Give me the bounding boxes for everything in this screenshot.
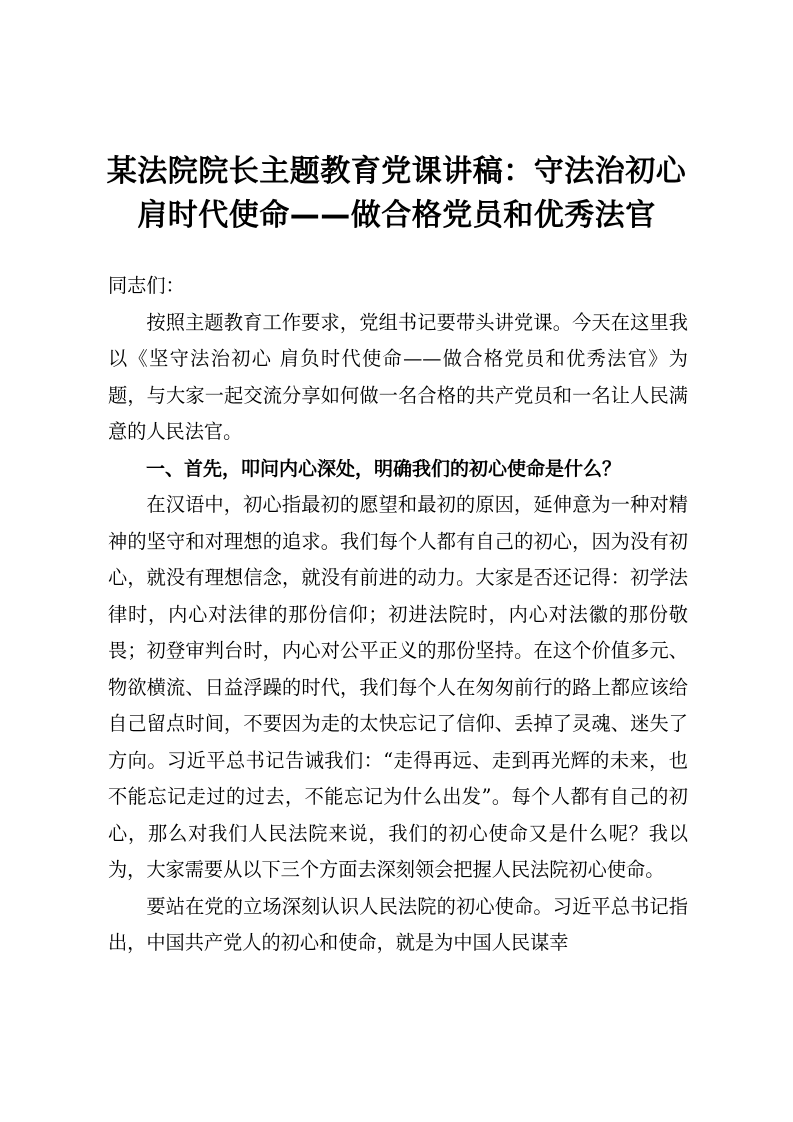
salutation: 同志们： bbox=[108, 274, 185, 297]
section-heading: 一、首先，叩问内心深处，明确我们的初心使命是什么？ bbox=[146, 457, 622, 480]
body-paragraph: 要站在党的立场深刻认识人民法院的初心使命。习近平总书记指出，中国共产党人的初心和使命，就是为中国人民谋幸 bbox=[108, 894, 688, 954]
document-body bbox=[108, 268, 688, 962]
body-paragraph: 在汉语中，初心指最初的愿望和最初的原因，延伸意为一种对精神的坚守和对理想的追求。我们每个人都有自己的初心，因为没有初心，就没有理想信念，就没有前进的动力。大家是否还记得：初学法律时，内心对法律的那份信仰；初进法院时，内心对法徽的那份敬畏；初登审判台时，内心对公平正义的那份坚持。在这个价值多元、物欲横流、日益浮躁的时代，我们每个人在匆匆前行的路上都应该给自己留点时间，不要因为走的太快忘记了信仰、丢掉了灵魂、迷失了方向。习近平总书记告诫我们：“走得再远、走到再光辉的未来，也不能忘记走过的过去，不能忘记为什么出发”。每个人都有自己的初心，那么对我们人民法院来说，我们的初心使命又是什么呢？我以为，大家需要从以下三个方面去深刻领会把握人民法院初心使命。 bbox=[108, 493, 688, 881]
document-title-line-1: 某法院院长主题教育党课讲稿：守法治初心 bbox=[106, 154, 687, 189]
intro-paragraph: 按照主题教育工作要求，党组书记要带头讲党课。今天在这里我以《坚守法治初心 肩负时代使命——做合格党员和优秀法官》为题，与大家一起交流分享如何做一名合格的共产党员和一名让人民满意的人民法官。 bbox=[108, 310, 688, 443]
document-title-line-2: 肩时代使命——做合格党员和优秀法官 bbox=[137, 198, 656, 233]
